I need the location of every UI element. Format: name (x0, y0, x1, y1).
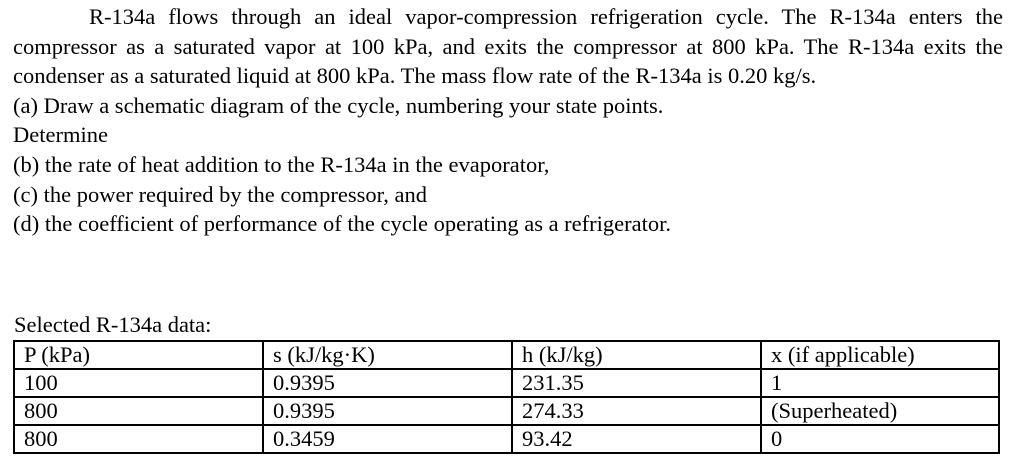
part-a-text: (a) Draw a schematic diagram of the cycle, numbering your state points. (13, 92, 664, 118)
cell-quality: 0 (761, 425, 999, 453)
problem-statement-block (13, 2, 1003, 239)
cell-quality: 1 (761, 369, 999, 397)
table-row (14, 397, 999, 425)
problem-statement: R-134a flows through an ideal vapor-compression refrigeration cycle. The R-134a enters the compressor as a saturated vapor at 100 kPa, and exits the compressor at 800 kPa. The R-134a exits the condenser as a saturated liquid at 800 kPa. The mass flow rate of the R-134a is 0.20 kg/s. (13, 4, 1003, 89)
cell-entropy: 0.3459 (263, 425, 512, 453)
cell-entropy: 0.9395 (263, 397, 512, 425)
data-table-caption: Selected R-134a data: (14, 312, 212, 337)
cell-quality: (Superheated) (761, 397, 999, 425)
r134a-data-table (13, 340, 1000, 454)
table-row (14, 425, 999, 453)
cell-entropy: 0.9395 (263, 369, 512, 397)
part-b-text: (b) the rate of heat addition to the R-134a in the evaporator, (13, 151, 550, 177)
cell-pressure: 800 (14, 397, 263, 425)
cell-enthalpy: 274.33 (512, 397, 761, 425)
header-entropy: s (kJ/kg·K) (263, 341, 512, 369)
part-d-text: (d) the coefficient of performance of the cycle operating as a refrigerator. (13, 211, 671, 237)
cell-enthalpy: 93.42 (512, 425, 761, 453)
cell-pressure: 100 (14, 369, 263, 397)
cell-enthalpy: 231.35 (512, 369, 761, 397)
table-row (14, 369, 999, 397)
table-header-row (14, 341, 999, 369)
determine-text: Determine (13, 122, 108, 148)
header-pressure: P (kPa) (14, 341, 263, 369)
header-enthalpy: h (kJ/kg) (512, 341, 761, 369)
part-c-text: (c) the power required by the compressor, and (13, 181, 427, 207)
header-quality: x (if applicable) (761, 341, 999, 369)
cell-pressure: 800 (14, 425, 263, 453)
